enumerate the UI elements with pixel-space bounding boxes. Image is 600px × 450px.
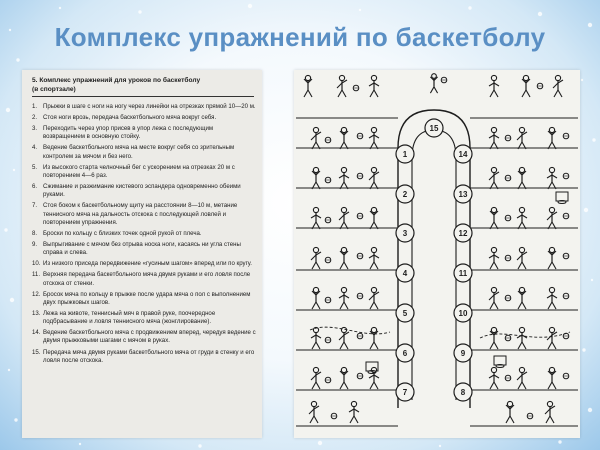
figure-arm xyxy=(517,255,522,260)
figure-arm xyxy=(311,135,316,140)
station-number: 15 xyxy=(429,124,439,133)
exercise-list xyxy=(22,103,262,365)
figure-arm xyxy=(374,135,379,138)
figure-arm xyxy=(517,135,522,140)
exercise-list-page xyxy=(22,70,262,438)
list-item xyxy=(32,271,256,287)
figure-leg xyxy=(522,262,526,269)
list-item-text: Прыжки в шаге с ноги на ногу через линейки на отрезках прямой 10—20 м. xyxy=(43,103,256,110)
figure-head xyxy=(313,167,318,172)
figure-head xyxy=(549,287,554,292)
figure-leg xyxy=(316,302,320,309)
figure-head xyxy=(432,74,437,79)
list-item xyxy=(32,310,256,326)
figure-leg xyxy=(344,342,348,349)
figure-arm xyxy=(344,295,349,298)
figure-head xyxy=(371,127,376,132)
sparkle-dot xyxy=(591,279,593,281)
figure-leg xyxy=(548,382,552,389)
figure-head xyxy=(491,127,496,132)
list-item-text: Стоя боком к баскетбольному щиту на расстоянии 8—10 м, метание теннисного мяча на дальность отскока с последующей ловлей и повторением упражнения. xyxy=(43,202,238,226)
figure-arm xyxy=(316,215,321,218)
figure-leg xyxy=(316,262,320,269)
list-item-number: 1. xyxy=(32,103,38,110)
figure-head xyxy=(519,247,524,252)
figure-leg xyxy=(312,342,316,349)
list-item-number: 11. xyxy=(32,271,41,279)
figure-leg xyxy=(310,416,314,423)
figure-leg xyxy=(552,342,556,349)
figure-leg xyxy=(526,90,530,97)
list-item-text: Ведение баскетбольного мяча с продвижением вперед, чередуя ведение с двумя прыжковыми шагами с мячом в руках. xyxy=(43,329,256,345)
sparkle-dot xyxy=(198,444,201,447)
figure-leg xyxy=(490,342,494,349)
station-number: 6 xyxy=(402,349,408,358)
figure-leg xyxy=(340,262,344,269)
figure-leg xyxy=(434,87,438,93)
figure-head xyxy=(313,287,318,292)
sparkle-dot xyxy=(468,6,471,9)
figure-arm xyxy=(489,175,494,180)
figure-head xyxy=(305,75,310,80)
figure-leg xyxy=(344,262,348,269)
figure-head xyxy=(491,287,496,292)
list-item-number: 9. xyxy=(32,240,38,248)
sparkle-dot xyxy=(10,298,14,302)
figure-leg xyxy=(518,302,522,309)
figure-arm xyxy=(547,335,552,340)
station-number: 8 xyxy=(460,388,466,397)
figure-leg xyxy=(314,416,318,423)
figure-head xyxy=(371,167,376,172)
figure-arm xyxy=(369,83,374,86)
figure-leg xyxy=(546,416,550,423)
figure-head xyxy=(549,327,554,332)
figure-head xyxy=(549,207,554,212)
figure-head xyxy=(313,247,318,252)
list-item xyxy=(32,349,256,365)
list-item xyxy=(32,144,256,160)
figure-arm xyxy=(494,375,499,378)
list-item-text: Выпрыгивание с мячом без отрыва носка ноги, касаясь ни угла стены справа и слева. xyxy=(43,240,241,257)
figure-arm xyxy=(517,215,522,218)
figure-leg xyxy=(548,342,552,349)
figure-head xyxy=(507,401,512,406)
figure-leg xyxy=(370,302,374,309)
figure-leg xyxy=(552,382,556,389)
figure-leg xyxy=(506,416,510,423)
figure-leg xyxy=(374,302,378,309)
figure-leg xyxy=(312,302,316,309)
figure-arm xyxy=(339,175,344,178)
figure-leg xyxy=(522,302,526,309)
figure-arm xyxy=(522,215,527,218)
list-item xyxy=(32,329,256,345)
station-number: 13 xyxy=(458,190,468,199)
list-item xyxy=(32,260,256,268)
sparkle-dot xyxy=(8,369,10,371)
list-item-text: Переходить через упор присев в упор лежа с последующим возвращением в основную стойку. xyxy=(43,125,214,141)
sparkle-dot xyxy=(79,443,81,445)
sparkle-dot xyxy=(582,348,585,351)
figure-head xyxy=(519,167,524,172)
list-item xyxy=(32,125,256,141)
sparkle-dot xyxy=(318,441,322,445)
figure-leg xyxy=(304,90,308,97)
figure-arm xyxy=(369,135,374,138)
figure-leg xyxy=(494,262,498,269)
figure-head xyxy=(519,127,524,132)
sparkle-dot xyxy=(59,7,61,9)
figure-leg xyxy=(490,90,494,97)
figure-leg xyxy=(350,416,354,423)
figure-arm xyxy=(494,255,499,258)
list-item-number: 13. xyxy=(32,309,41,317)
station-number: 10 xyxy=(458,309,468,318)
list-item-text: Броски по кольцу с близких точек одной рукой от плеча. xyxy=(43,229,202,237)
station-number: 7 xyxy=(402,388,408,397)
figure-head xyxy=(371,75,376,80)
list-header xyxy=(32,76,254,97)
figure-arm xyxy=(553,83,558,88)
figure-head xyxy=(313,207,318,212)
figure-arm xyxy=(369,295,374,300)
list-item-text: Ведение баскетбольного мяча на месте вокруг себя со зрительным контролем за мячом и без него. xyxy=(43,144,235,160)
figure-head xyxy=(341,367,346,372)
backboard-icon xyxy=(494,356,506,365)
list-item-number: 4. xyxy=(32,144,38,152)
figure-head xyxy=(341,167,346,172)
figure-arm xyxy=(547,175,552,178)
figure-leg xyxy=(312,382,316,389)
figure-leg xyxy=(552,302,556,309)
figure-leg xyxy=(430,87,434,93)
figure-arm xyxy=(369,375,374,378)
list-item-text: Лежа на животе, теннисный мяч в правой руке, поочередное подбрасывание и ловля теннисного мяча (жонглирование). xyxy=(43,309,216,326)
figure-arm xyxy=(339,335,344,340)
figure-leg xyxy=(494,90,498,97)
figure-leg xyxy=(550,416,554,423)
figure-leg xyxy=(374,262,378,269)
figure-leg xyxy=(518,382,522,389)
figure-head xyxy=(519,367,524,372)
station-number: 11 xyxy=(458,269,468,278)
figure-leg xyxy=(510,416,514,423)
sparkle-dot xyxy=(248,4,252,8)
backboard-icon xyxy=(556,192,568,201)
list-item xyxy=(32,291,256,307)
figure-leg xyxy=(554,90,558,97)
figure-head xyxy=(555,75,560,80)
station-number: 9 xyxy=(460,349,466,358)
sparkle-dot xyxy=(581,79,583,81)
hoop-icon xyxy=(496,365,504,368)
figure-head xyxy=(519,287,524,292)
track-inner xyxy=(412,130,456,400)
station-number: 12 xyxy=(458,229,468,238)
figure-arm xyxy=(547,215,552,220)
figure-arm xyxy=(339,295,344,298)
figure-head xyxy=(311,401,316,406)
figure-arm xyxy=(374,255,379,258)
figure-arm xyxy=(374,375,379,378)
figure-arm xyxy=(489,135,494,138)
list-item-text: Из высокого старта челночный бег с ускорением на отрезках 20 м с повторением 4—6 раз. xyxy=(43,163,235,179)
figure-head xyxy=(549,167,554,172)
figure-leg xyxy=(344,302,348,309)
figure-head xyxy=(549,247,554,252)
list-item-number: 3. xyxy=(32,125,38,133)
figure-head xyxy=(491,75,496,80)
slide-title: Комплекс упражнений по баскетболу xyxy=(54,22,546,52)
list-header-subtitle: (в спортзале) xyxy=(32,86,76,93)
figure-leg xyxy=(490,382,494,389)
sparkle-dot xyxy=(592,138,595,141)
figure-head xyxy=(491,207,496,212)
figure-leg xyxy=(312,262,316,269)
figure-head xyxy=(549,367,554,372)
figure-head xyxy=(519,327,524,332)
figure-arm xyxy=(369,255,374,258)
list-item xyxy=(32,114,256,122)
figure-arm xyxy=(489,255,494,258)
figure-leg xyxy=(308,90,312,97)
figure-arm xyxy=(494,135,499,138)
figure-arm xyxy=(547,295,552,298)
figure-arm xyxy=(545,409,550,414)
figure-arm xyxy=(344,175,349,178)
figure-arm xyxy=(311,375,316,380)
figure-leg xyxy=(552,262,556,269)
figure-arm xyxy=(349,409,354,412)
figure-leg xyxy=(548,262,552,269)
station-number: 14 xyxy=(458,150,468,159)
figure-head xyxy=(341,207,346,212)
list-item xyxy=(32,183,256,199)
figure-leg xyxy=(370,262,374,269)
list-item xyxy=(32,241,256,257)
figure-leg xyxy=(494,342,498,349)
figure-head xyxy=(491,367,496,372)
figure-leg xyxy=(522,342,526,349)
list-item-text: Бросок мяча по кольцу в прыжке после удара мяча о пол с выполнением двух прыжковых шагов. xyxy=(43,290,251,306)
sparkle-dot xyxy=(14,418,17,421)
figure-arm xyxy=(339,215,344,220)
figure-leg xyxy=(340,382,344,389)
list-item-text: Из низкого приседа передвижение «гусиным шагом» вперед или по кругу. xyxy=(43,260,252,268)
figure-leg xyxy=(370,342,374,349)
list-item-text: Сжимание и разжимание кистевого эспандера одновременно обеими руками. xyxy=(43,183,241,199)
figure-head xyxy=(313,367,318,372)
figure-leg xyxy=(340,302,344,309)
sparkle-dot xyxy=(13,169,15,171)
figure-leg xyxy=(316,382,320,389)
figure-arm xyxy=(552,295,557,298)
list-item-number: 14. xyxy=(32,329,41,337)
figure-arm xyxy=(489,375,494,378)
figure-head xyxy=(491,167,496,172)
hoop-icon xyxy=(558,201,566,204)
figure-leg xyxy=(548,302,552,309)
figure-head xyxy=(549,127,554,132)
figure-leg xyxy=(490,302,494,309)
figure-head xyxy=(341,287,346,292)
list-item-number: 8. xyxy=(32,229,38,237)
figure-arm xyxy=(517,375,522,380)
figure-leg xyxy=(494,302,498,309)
figure-leg xyxy=(374,90,378,97)
list-item xyxy=(32,103,256,111)
figure-head xyxy=(491,247,496,252)
figure-arm xyxy=(309,409,314,414)
figure-arm xyxy=(311,335,316,338)
list-item-number: 10. xyxy=(32,260,41,268)
figure-leg xyxy=(340,342,344,349)
figure-head xyxy=(371,207,376,212)
figure-arm xyxy=(369,175,374,180)
figure-leg xyxy=(518,262,522,269)
figure-head xyxy=(523,75,528,80)
sparkle-dot xyxy=(359,9,361,11)
figure-arm xyxy=(489,83,494,86)
figure-arm xyxy=(494,83,499,86)
figure-leg xyxy=(558,90,562,97)
figure-leg xyxy=(518,342,522,349)
list-header-title: 5. Комплекс упражнений для уроков по баскетболу xyxy=(32,77,201,84)
sparkle-dot xyxy=(138,10,141,13)
station-number: 4 xyxy=(402,269,408,278)
list-item xyxy=(32,230,256,238)
figure-head xyxy=(313,127,318,132)
figure-arm xyxy=(552,175,557,178)
figure-head xyxy=(547,401,552,406)
figure-leg xyxy=(370,90,374,97)
station-number: 5 xyxy=(402,309,408,318)
list-item xyxy=(32,164,256,180)
figure-leg xyxy=(374,342,378,349)
figure-arm xyxy=(374,83,379,86)
figure-arm xyxy=(489,295,494,300)
figure-leg xyxy=(354,416,358,423)
figure-leg xyxy=(374,382,378,389)
figure-arm xyxy=(311,255,316,260)
sparkle-dot xyxy=(4,228,7,231)
figure-head xyxy=(341,247,346,252)
list-item xyxy=(32,202,256,227)
circuit-diagram-page xyxy=(294,70,580,438)
figure-arm xyxy=(337,83,342,88)
sparkle-dot xyxy=(584,208,588,212)
list-item-number: 6. xyxy=(32,183,38,191)
sparkle-dot xyxy=(558,440,561,443)
station-number: 3 xyxy=(402,229,408,238)
list-item-text: Верхняя передача баскетбольного мяча двумя руками и его ловля после отскока от стенки. xyxy=(43,271,251,287)
station-number: 2 xyxy=(402,190,408,199)
movement-path xyxy=(310,327,390,334)
circuit-diagram xyxy=(294,70,580,438)
figure-arm xyxy=(311,215,316,218)
figure-head xyxy=(339,75,344,80)
figure-leg xyxy=(494,382,498,389)
list-item-number: 15. xyxy=(32,348,41,356)
figure-leg xyxy=(338,90,342,97)
sparkle-dot xyxy=(439,445,441,447)
list-item-number: 12. xyxy=(32,290,41,298)
figure-leg xyxy=(344,382,348,389)
figure-head xyxy=(519,207,524,212)
figure-leg xyxy=(522,382,526,389)
figure-head xyxy=(351,401,356,406)
figure-arm xyxy=(316,335,321,338)
figure-head xyxy=(371,287,376,292)
figure-head xyxy=(341,127,346,132)
figure-head xyxy=(371,247,376,252)
sparkle-dot xyxy=(588,408,592,412)
list-item-text: Стоя ноги врозь, передача баскетбольного мяча вокруг себя. xyxy=(43,114,217,122)
list-item-number: 5. xyxy=(32,163,38,171)
figure-arm xyxy=(354,409,359,412)
figure-leg xyxy=(342,90,346,97)
figure-leg xyxy=(370,382,374,389)
sparkle-dot xyxy=(538,12,542,16)
figure-head xyxy=(491,327,496,332)
list-item-text: Передача мяча двумя руками баскетбольного мяча от груди в стенку и его ловля после отскока. xyxy=(43,348,255,364)
sparkle-dot xyxy=(6,108,10,112)
list-item-number: 2. xyxy=(32,114,38,122)
sparkle-dot xyxy=(16,58,19,61)
station-number: 1 xyxy=(402,150,408,159)
figure-leg xyxy=(490,262,494,269)
figure-head xyxy=(371,327,376,332)
figure-leg xyxy=(522,90,526,97)
figure-leg xyxy=(316,342,320,349)
list-item-number: 7. xyxy=(32,202,38,210)
